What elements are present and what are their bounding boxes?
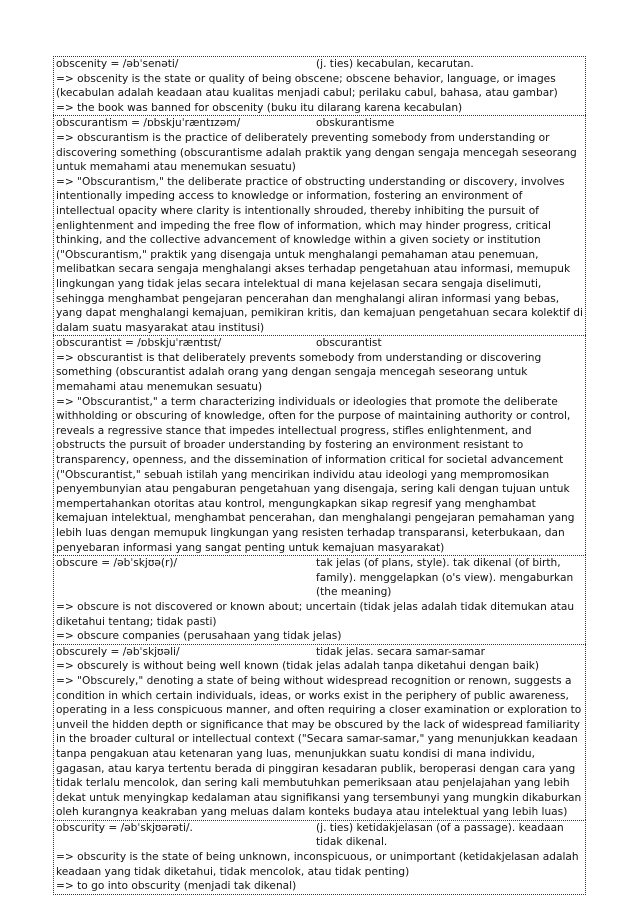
entry-obscurely — [53, 644, 586, 820]
entry-obscenity — [53, 56, 586, 115]
entry-head-row — [56, 57, 584, 72]
entry-head-row — [56, 336, 584, 351]
headword: obscurantist = /ɒbskjuˈræntɪst/ — [56, 337, 222, 350]
headword: obscure = /əbˈskjʊə(r)/ — [56, 557, 178, 570]
entry-head-row — [56, 821, 584, 850]
definition-line: => obscurely is without being well known (tidak jelas adalah tanpa diketahui dengan baik) — [56, 660, 540, 673]
definition-line: => obscurantist is that deliberately prevents somebody from understanding or discovering something (obscurantist adalah orang yang dengan sengaja mencegah seseorang untuk memahami atau menemukan sesuatu) — [56, 351, 542, 394]
definition-line: => obscurantism is the practice of deliberately preventing somebody from understanding or discovering something (obscurantisme adalah praktik yang dengan sengaja mencegah seseorang untuk memahami atau menemukan sesuatu) — [56, 131, 577, 174]
definition-line: => "Obscurely," denoting a state of being without widespread recognition or renown, suggests a condition in which certain individuals, ideas, or works exist in the periphery of public awareness, operating in a less conspicuous manner, and often requiring a closer examination or exploration to unveil the hidden depth or significance that may be obscured by the lack of widespread familiarity in the broader cultural or intellectual context ("Secara samar-samar," yang menunjukkan keadaan tanpa pengakuan atau ketenaran yang luas, menunjukkan suatu kondisi di mana individu, gagasan, atau karya tertentu berada di pinggiran kesadaran publik, beroperasi dengan cara yang tidak terlalu mencolok, dan sering kali membutuhkan pemeriksaan atau penjelajahan yang lebih dekat untuk menyingkap kedalaman atau signifikansi yang tersembunyi yang mungkin dikaburkan oleh kurangnya keakraban yang meluas dalam konteks budaya atau intelektual yang lebih luas) — [56, 674, 582, 819]
headword: obscurely = /əbˈskjʊəli/ — [56, 645, 180, 658]
entry-obscurantist — [53, 335, 586, 555]
dictionary-document — [53, 56, 586, 895]
gloss: (j. ties) ketidakjelasan (of a passage). keadaan tidak dikenal. — [316, 821, 564, 849]
headword: obscenity = /əbˈsenəti/ — [56, 58, 179, 70]
definition-line: => the book was banned for obscenity (buku itu dilarang karena kecabulan) — [56, 101, 463, 114]
definition-line: => obscenity is the state or quality of being obscene; obscene behavior, language, or images (kecabulan adalah keadaan atau kualitas menjadi cabul; perilaku cabul, bahasa, atau gambar) — [56, 72, 558, 100]
definition-line: => "Obscurantism," the deliberate practice of obstructing understanding or discovery, involves intentionally impeding access to knowledge or information, fostering an environment of intellectual opacity where clarity is intentionally shrouded, thereby inhibiting the pursuit of enlightenment and impeding the free flow of information, which may hinder progress, critical thinking, and the collective advancement of knowledge within a given society or institution ("Obscurantism," praktik yang disengaja untuk menghalangi pemahaman atau penemuan, melibatkan secara sengaja menghalangi akses terhadap pengetahuan atau informasi, memupuk lingkungan yang tidak jelas secara intelektual di mana kejelasan secara sengaja diselimuti, sehingga menghambat pengejaran pencerahan dan menghalangi aliran informasi yang bebas, yang dapat menghalangi kemajuan, pemikiran kritis, dan kemajuan pengetahuan secara kolektif di dalam suatu masyarakat atau institusi) — [56, 175, 583, 334]
entry-head-row — [56, 116, 584, 131]
definition-line: => to go into obscurity (menjadi tak dikenal) — [56, 880, 297, 893]
gloss: tidak jelas. secara samar-samar — [316, 645, 486, 658]
gloss: tak jelas (of plans, style). tak dikenal (of birth, family). menggelapkan (o's view). mengaburkan (the meaning) — [316, 557, 574, 599]
entry-obscurantism — [53, 115, 586, 335]
definition-line: => obscure is not discovered or known about; uncertain (tidak jelas adalah tidak ditemukan atau diketahui tentang; tidak pasti) — [56, 600, 575, 628]
headword: obscurity = /əbˈskjʊərəti/. — [56, 821, 193, 834]
entry-obscure — [53, 555, 586, 644]
headword: obscurantism = /ɒbskjuˈræntɪzəm/ — [56, 117, 241, 130]
entry-head-row — [56, 645, 584, 660]
gloss: obskurantisme — [316, 117, 395, 130]
entry-obscurity — [53, 820, 586, 895]
definition-line: => obscurity is the state of being unknown, inconspicuous, or unimportant (ketidakjelasan adalah keadaan yang tidak diketahui, tidak mencolok, atau tidak penting) — [56, 851, 579, 878]
definition-line: => "Obscurantist," a term characterizing individuals or ideologies that promote the deliberate withholding or obscuring of knowledge, often for the purpose of maintaining authority or control, reveals a regressive stance that impedes intellectual progress, stifles enlightenment, and obstructs the pursuit of broader understanding by fostering an environment resistant to transparency, openness, and the dissemination of information critical for societal advancement ("Obscurantist," sebuah istilah yang mencirikan individu atau ideologi yang mempromosikan penyembunyian atau pengaburan pengetahuan yang disengaja, sering kali dengan tujuan untuk mempertahankan otoritas atau kontrol, mengungkapkan sikap regresif yang menghambat kemajuan intelektual, menghambat pencerahan, dan menghalangi pengejaran pemahaman yang lebih luas dengan memupuk lingkungan yang resisten terhadap transparansi, keterbukaan, dan penyebaran informasi yang sangat penting untuk kemajuan masyarakat) — [56, 395, 575, 554]
gloss: (j. ties) kecabulan, kecarutan. — [316, 58, 474, 70]
gloss: obscurantist — [316, 337, 382, 350]
definition-line: => obscure companies (perusahaan yang tidak jelas) — [56, 630, 342, 643]
entry-head-row — [56, 556, 584, 600]
